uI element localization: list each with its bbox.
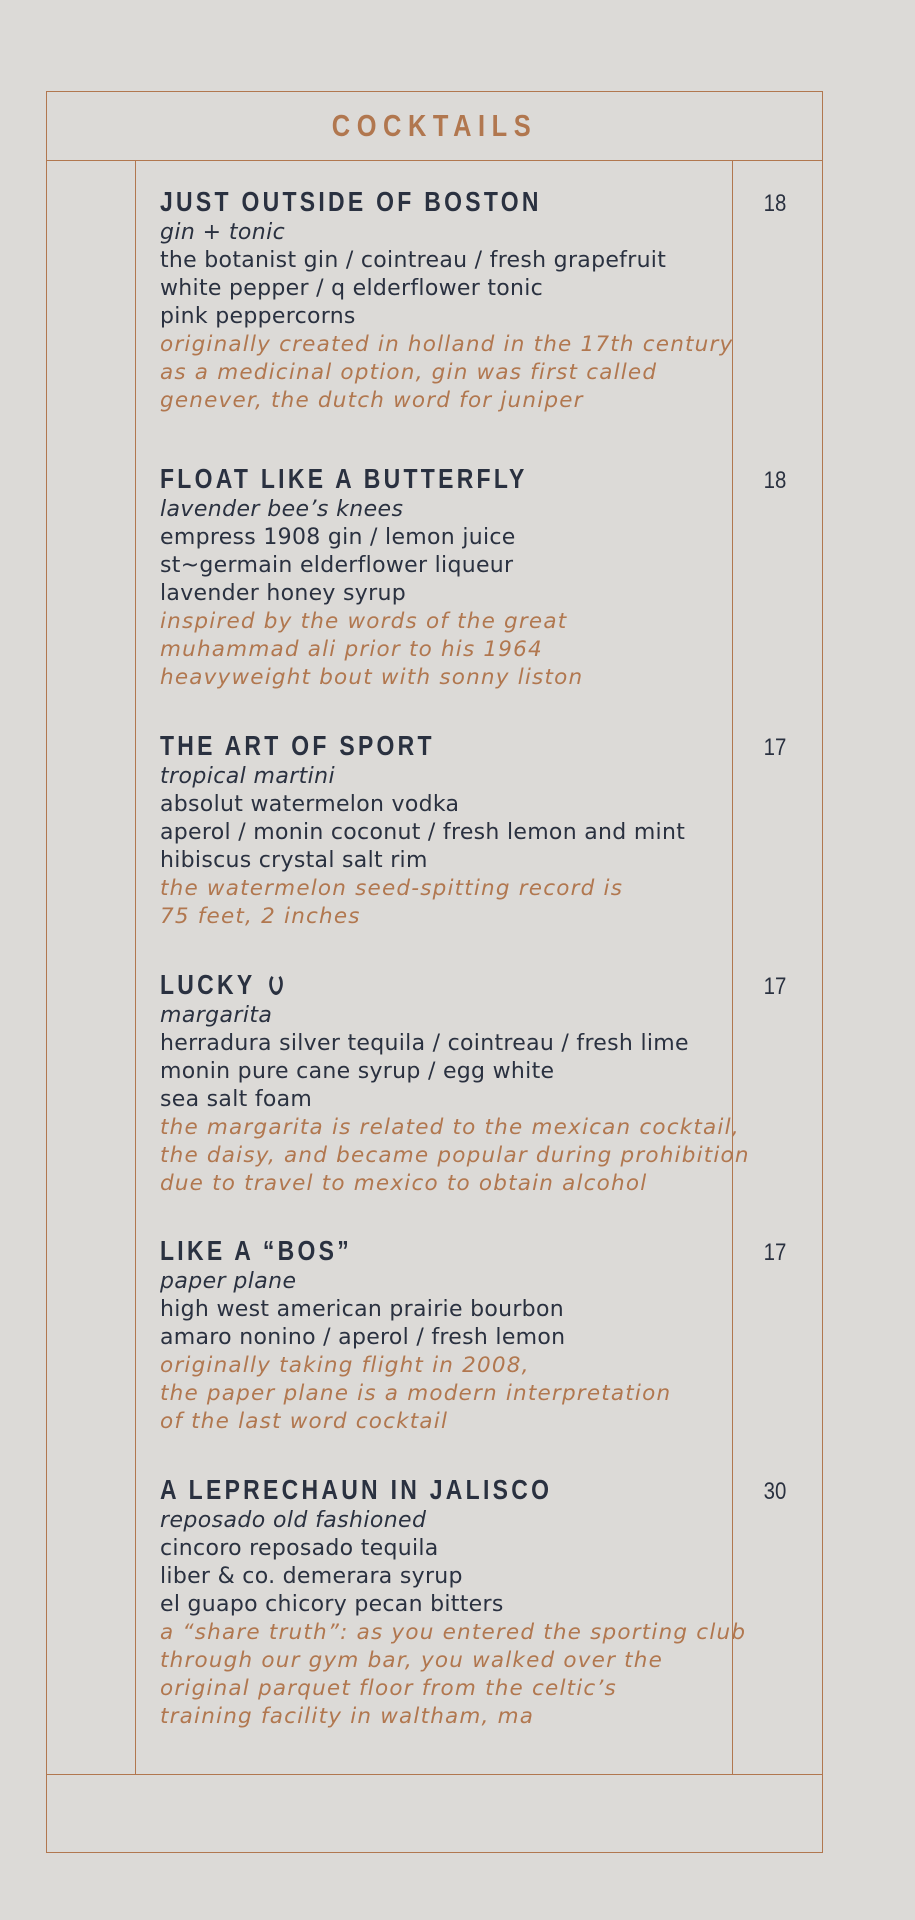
ingredient-line: el guapo chicory pecan bitters bbox=[160, 1592, 504, 1617]
cocktail-style: paper plane bbox=[160, 1269, 297, 1294]
ingredient-line: st~germain elderflower liqueur bbox=[160, 553, 514, 578]
cocktail-name: A LEPRECHAUN IN JALISCO bbox=[160, 1474, 553, 1505]
ingredient-line: high west american prairie bourbon bbox=[160, 1297, 564, 1322]
cocktail-style: margarita bbox=[160, 1003, 273, 1028]
history-note: heavyweight bout with sonny liston bbox=[160, 665, 584, 690]
cocktail-price: 18 bbox=[763, 467, 787, 494]
ingredient-line: empress 1908 gin / lemon juice bbox=[160, 525, 516, 550]
ingredient-line: amaro nonino / aperol / fresh lemon bbox=[160, 1325, 566, 1350]
ingredient-line: pink peppercorns bbox=[160, 304, 356, 329]
ingredient-line: the botanist gin / cointreau / fresh grapefruit bbox=[160, 248, 667, 273]
history-note: original parquet floor from the celtic’s bbox=[160, 1676, 617, 1701]
history-note: muhammad ali prior to his 1964 bbox=[160, 637, 543, 662]
header-divider bbox=[47, 160, 822, 161]
history-note: 75 feet, 2 inches bbox=[160, 904, 361, 929]
menu-item bbox=[160, 1235, 730, 1436]
menu-title: COCKTAILS bbox=[331, 108, 538, 143]
history-note: the paper plane is a modern interpretation bbox=[160, 1381, 672, 1406]
cocktail-name: FLOAT LIKE A BUTTERFLY bbox=[160, 463, 528, 494]
ingredient-line: cincoro reposado tequila bbox=[160, 1536, 439, 1561]
ingredient-line: sea salt foam bbox=[160, 1087, 313, 1112]
history-note: the daisy, and became popular during prohibition bbox=[160, 1143, 750, 1168]
history-note: originally taking flight in 2008, bbox=[160, 1353, 530, 1378]
cocktail-style: reposado old fashioned bbox=[160, 1508, 427, 1533]
ingredient-line: liber & co. demerara syrup bbox=[160, 1564, 463, 1589]
ingredient-line: aperol / monin coconut / fresh lemon and mint bbox=[160, 820, 686, 845]
history-note: as a medicinal option, gin was first called bbox=[160, 360, 658, 385]
ingredient-line: absolut watermelon vodka bbox=[160, 792, 460, 817]
history-note: inspired by the words of the great bbox=[160, 609, 568, 634]
cocktail-name bbox=[160, 969, 627, 1001]
cocktail-style: lavender bee’s knees bbox=[160, 497, 404, 522]
cocktail-price: 18 bbox=[763, 190, 787, 217]
cocktail-name: LIKE A “BOS” bbox=[160, 1235, 353, 1266]
history-note: the margarita is related to the mexican cocktail, bbox=[160, 1115, 740, 1140]
menu-item bbox=[160, 463, 730, 692]
left-column-divider bbox=[135, 160, 136, 1774]
history-note: due to travel to mexico to obtain alcohol bbox=[160, 1171, 648, 1196]
history-note: the watermelon seed-spitting record is bbox=[160, 876, 624, 901]
cocktail-name-text: LUCKY bbox=[160, 969, 256, 1000]
horseshoe-icon bbox=[268, 975, 284, 996]
ingredient-line: hibiscus crystal salt rim bbox=[160, 848, 428, 873]
history-note: originally created in holland in the 17th century bbox=[160, 332, 734, 357]
history-note: genever, the dutch word for juniper bbox=[160, 388, 584, 413]
cocktail-style: tropical martini bbox=[160, 764, 336, 789]
cocktail-price: 17 bbox=[763, 1239, 787, 1266]
history-note: a “share truth”: as you entered the sporting club bbox=[160, 1620, 747, 1645]
menu-item bbox=[160, 186, 734, 415]
footer-divider bbox=[47, 1774, 822, 1775]
cocktail-price: 17 bbox=[763, 734, 787, 761]
history-note: training facility in waltham, ma bbox=[160, 1704, 535, 1729]
cocktail-style: gin + tonic bbox=[160, 220, 286, 245]
menu-item bbox=[160, 1474, 747, 1731]
history-note: through our gym bar, you walked over the bbox=[160, 1648, 664, 1673]
ingredient-line: herradura silver tequila / cointreau / fresh lime bbox=[160, 1031, 689, 1056]
right-column-divider bbox=[732, 160, 733, 1774]
cocktail-name: JUST OUTSIDE OF BOSTON bbox=[160, 186, 542, 217]
cocktail-name: THE ART OF SPORT bbox=[160, 730, 435, 761]
ingredient-line: white pepper / q elderflower tonic bbox=[160, 276, 544, 301]
cocktail-price: 30 bbox=[763, 1478, 787, 1505]
ingredient-line: monin pure cane syrup / egg white bbox=[160, 1059, 555, 1084]
menu-item bbox=[160, 969, 750, 1198]
cocktail-price: 17 bbox=[763, 973, 787, 1000]
history-note: of the last word cocktail bbox=[160, 1409, 449, 1434]
menu-item bbox=[160, 730, 730, 931]
ingredient-line: lavender honey syrup bbox=[160, 581, 406, 606]
